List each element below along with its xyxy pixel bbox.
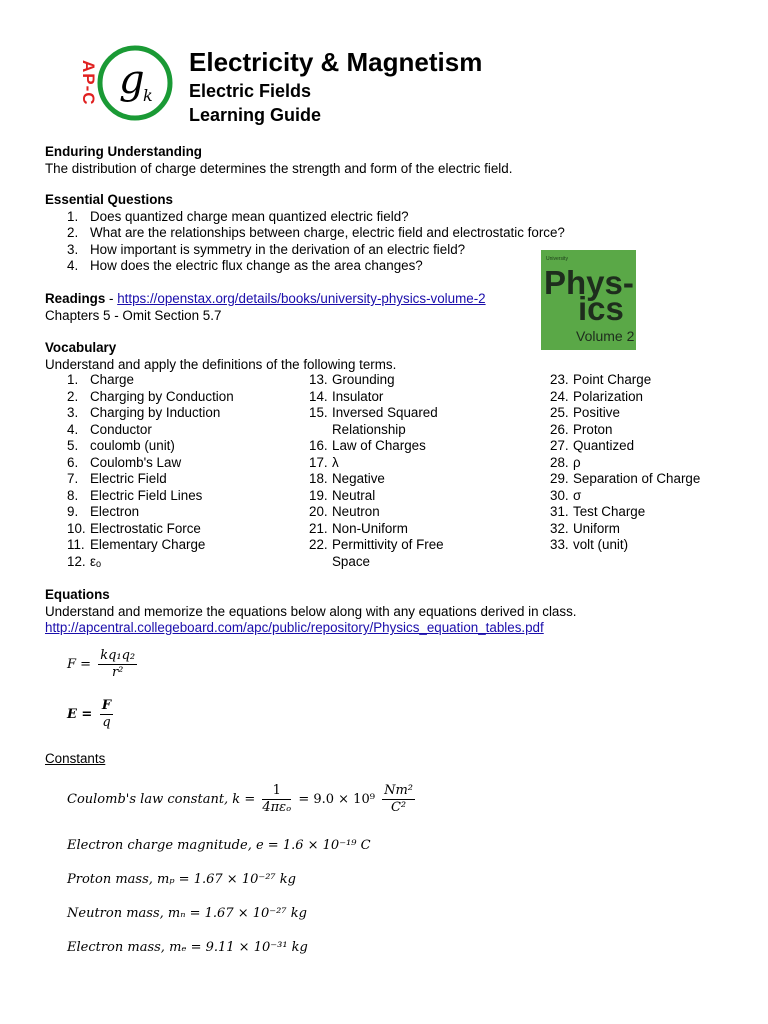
vocab-term: 30. σ — [550, 487, 582, 503]
vocab-term: 8. Electric Field Lines — [67, 487, 203, 503]
vocab-term: 25. Positive — [550, 405, 620, 420]
logo-subletter: k — [143, 86, 153, 105]
readings-chapters: Chapters 5 - Omit Section 5.7 — [45, 307, 222, 323]
vocab-term: 22. Permittivity of Free — [309, 537, 444, 552]
neutron-mass-constant: Neutron mass, mₙ = 1.67 × 10⁻²⁷ kg — [67, 906, 307, 921]
vocab-column-3 — [550, 372, 700, 554]
vocab-term: 18. Negative — [309, 471, 385, 486]
vocab-term: 17. λ — [309, 454, 339, 470]
vocab-term: 4. Conductor — [67, 421, 152, 437]
vocab-term: 5. coulomb (unit) — [67, 438, 175, 453]
essential-question: 3. How important is symmetry in the derivation of an electric field? — [67, 241, 466, 257]
vocab-term: Relationship — [332, 421, 406, 437]
electron-mass-constant: Electron mass, mₑ = 9.11 × 10⁻³¹ kg — [67, 940, 308, 955]
cover-title-line2: ics — [578, 290, 624, 327]
essential-question: 4. How does the electric flux change as the area changes? — [67, 258, 423, 273]
constants-heading: Constants — [45, 751, 106, 766]
cover-title-line1: Phys- — [544, 264, 634, 301]
vocab-column-2 — [309, 372, 444, 570]
electric-field-equation: E = $\frac{F}{q}$ — [67, 698, 112, 730]
vocab-term: 31. Test Charge — [550, 504, 646, 519]
vocab-term: 29. Separation of Charge — [550, 471, 701, 486]
gk-logo — [97, 45, 173, 121]
vocab-term: 13. Grounding — [309, 372, 395, 387]
vocabulary-intro: Understand and apply the definitions of the following terms. — [45, 356, 397, 372]
vocab-term: 26. Proton — [550, 421, 613, 437]
vocab-term: 27. Quantized — [550, 438, 635, 453]
vocab-term: 9. Electron — [67, 504, 140, 519]
page-title: Electricity & Magnetism — [189, 47, 483, 77]
page-subtitle: Electric Fields — [189, 81, 312, 101]
vocab-term: 33. volt (unit) — [550, 537, 629, 552]
electron-charge-constant: Electron charge magnitude, e = 1.6 × 10⁻¹⁹ C — [67, 838, 371, 853]
vocab-term: 3. Charging by Induction — [67, 405, 221, 420]
vocab-term: 2. Charging by Conduction — [67, 388, 234, 404]
equations-heading: Equations — [45, 587, 110, 602]
vocab-term: 15. Inversed Squared — [309, 405, 438, 420]
enduring-text: The distribution of charge determines the strength and form of the electric field. — [45, 160, 513, 176]
vocab-term: 23. Point Charge — [550, 372, 652, 387]
equations-intro: Understand and memorize the equations below along with any equations derived in class. — [45, 603, 577, 619]
readings-section — [45, 291, 565, 324]
cover-volume: Volume 2 — [576, 328, 635, 344]
openstax-link[interactable]: https://openstax.org/details/books/university-physics-volume-2 — [117, 291, 486, 306]
vocab-term: 24. Polarization — [550, 388, 643, 404]
vocab-term: 6. Coulomb's Law — [67, 454, 182, 470]
vocab-column-1 — [45, 372, 234, 570]
essential-question: 2. What are the relationships between charge, electric field and electrostatic force? — [67, 225, 565, 240]
equation-tables-link[interactable]: http://apcentral.collegeboard.com/apc/public/repository/Physics_equation_tables.pdf — [45, 620, 544, 635]
vocab-term: 10. Electrostatic Force — [67, 520, 201, 536]
vocab-term: Space — [332, 553, 370, 569]
vocab-term: 21. Non-Uniform — [309, 520, 408, 536]
vocab-term: 14. Insulator — [309, 388, 384, 404]
vocab-term: 11. Elementary Charge — [67, 537, 206, 552]
proton-mass-constant: Proton mass, mₚ = 1.67 × 10⁻²⁷ kg — [67, 872, 296, 887]
vocab-term: 7. Electric Field — [67, 471, 167, 486]
vocab-term: 1. Charge — [67, 372, 134, 387]
readings-heading: Readings — [45, 291, 106, 306]
essential-heading: Essential Questions — [45, 192, 173, 207]
vocabulary-heading: Vocabulary — [45, 340, 117, 355]
enduring-section — [45, 144, 735, 177]
vocab-term: 19. Neutral — [309, 487, 376, 503]
essential-question: 1. Does quantized charge mean quantized electric field? — [67, 208, 409, 224]
vocab-term: 16. Law of Charges — [309, 438, 426, 453]
vocab-term: 28. ρ — [550, 454, 581, 470]
logo-letter: g — [119, 57, 145, 103]
readings-sep: - — [105, 291, 118, 306]
ap-c-label: AP-C — [79, 60, 98, 106]
enduring-heading: Enduring Understanding — [45, 144, 202, 159]
page-subtitle-2: Learning Guide — [189, 105, 322, 125]
coulomb-force-equation: F = $\frac{\text{kq₁q₂}}{\text{r²}}$ — [67, 648, 136, 680]
coulomb-constant: Coulomb's law constant, k = $\frac{1}{\text{4πεₒ}}$ = 9.0 × 10⁹ $\frac{\text{Nm²}}{\text{C²}}$ — [67, 783, 413, 815]
equations-section — [45, 587, 745, 637]
cover-small-text: University — [546, 256, 568, 262]
vocab-term: 12. εₒ — [67, 553, 102, 569]
vocab-term: 20. Neutron — [309, 504, 380, 519]
vocab-term: 32. Uniform — [550, 520, 620, 536]
vocabulary-section — [45, 340, 735, 373]
